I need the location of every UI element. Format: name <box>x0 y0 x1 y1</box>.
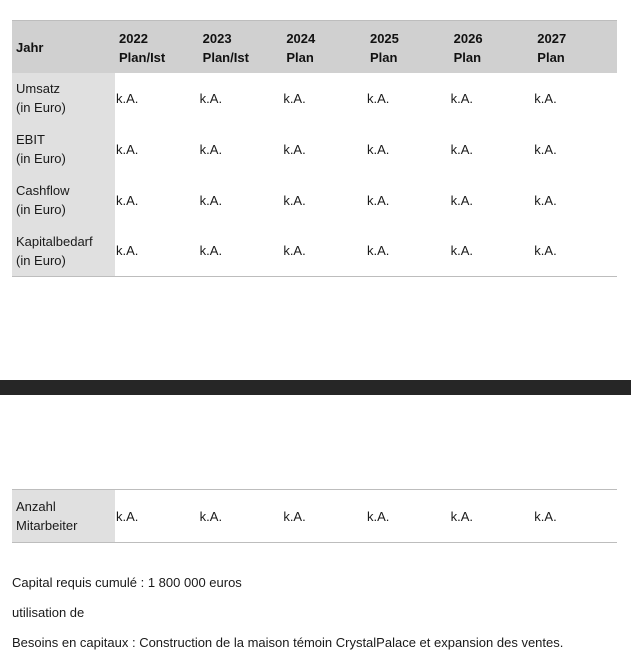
table-cell: k.A. <box>199 243 223 259</box>
usage-note: utilisation de <box>12 605 85 620</box>
table-cell: k.A. <box>116 508 139 524</box>
capital-required-note: Capital requis cumulé : 1 800 000 euros <box>12 575 242 590</box>
table-cell: k.A. <box>450 90 474 106</box>
row-label: EBIT (in Euro) <box>12 124 115 175</box>
table-cell: k.A. <box>283 192 306 208</box>
table-cell: k.A. <box>199 508 223 524</box>
table-cell: k.A. <box>283 90 306 106</box>
header-2022: 2022 Plan/Ist <box>119 30 166 65</box>
table-cell: k.A. <box>283 141 306 157</box>
financial-table <box>12 20 617 277</box>
table-cell: k.A. <box>116 90 139 106</box>
table-cell: k.A. <box>366 141 390 157</box>
table-cell: k.A. <box>366 192 390 208</box>
row-label: Cashflow (in Euro) <box>12 175 115 226</box>
table-cell: k.A. <box>534 192 557 208</box>
table-cell: k.A. <box>366 508 390 524</box>
table-cell: k.A. <box>534 141 557 157</box>
table-cell: k.A. <box>283 508 306 524</box>
table-cell: k.A. <box>534 508 557 524</box>
header-2025: 2025 Plan <box>369 30 399 65</box>
table-cell: k.A. <box>116 192 139 208</box>
header-2023: 2023 Plan/Ist <box>202 30 249 65</box>
table-row-cashflow <box>12 175 617 226</box>
table-cell: k.A. <box>199 192 223 208</box>
header-2024: 2024 Plan <box>286 30 316 65</box>
header-2026: 2026 Plan <box>453 30 483 65</box>
table-cell: k.A. <box>450 243 474 259</box>
table-cell: k.A. <box>199 141 223 157</box>
financial-table-continued <box>12 489 617 543</box>
page-break-divider <box>0 380 631 395</box>
table-cell: k.A. <box>199 90 223 106</box>
table-cell: k.A. <box>283 243 306 259</box>
table-cell: k.A. <box>450 508 474 524</box>
table-row-mitarbeiter <box>12 490 617 543</box>
row-label: Umsatz (in Euro) <box>12 73 115 124</box>
table-header-row <box>12 21 617 73</box>
row-label: Kapitalbedarf (in Euro) <box>12 226 115 277</box>
table-cell: k.A. <box>116 141 139 157</box>
table-cell: k.A. <box>534 243 557 259</box>
capital-needs-note: Besoins en capitaux : Construction de la maison témoin CrystalPalace et expansion des ventes. <box>12 635 564 650</box>
table-row-umsatz <box>12 73 617 124</box>
table-row-ebit <box>12 124 617 175</box>
table-cell: k.A. <box>116 243 139 259</box>
table-cell: k.A. <box>450 141 474 157</box>
table-cell: k.A. <box>366 243 390 259</box>
table-cell: k.A. <box>534 90 557 106</box>
table-row-kapitalbedarf <box>12 226 617 277</box>
header-2027: 2027 Plan <box>537 30 567 65</box>
row-label: Anzahl Mitarbeiter <box>12 490 115 543</box>
table-cell: k.A. <box>450 192 474 208</box>
header-year-label: Jahr <box>16 40 44 56</box>
table-cell: k.A. <box>366 90 390 106</box>
